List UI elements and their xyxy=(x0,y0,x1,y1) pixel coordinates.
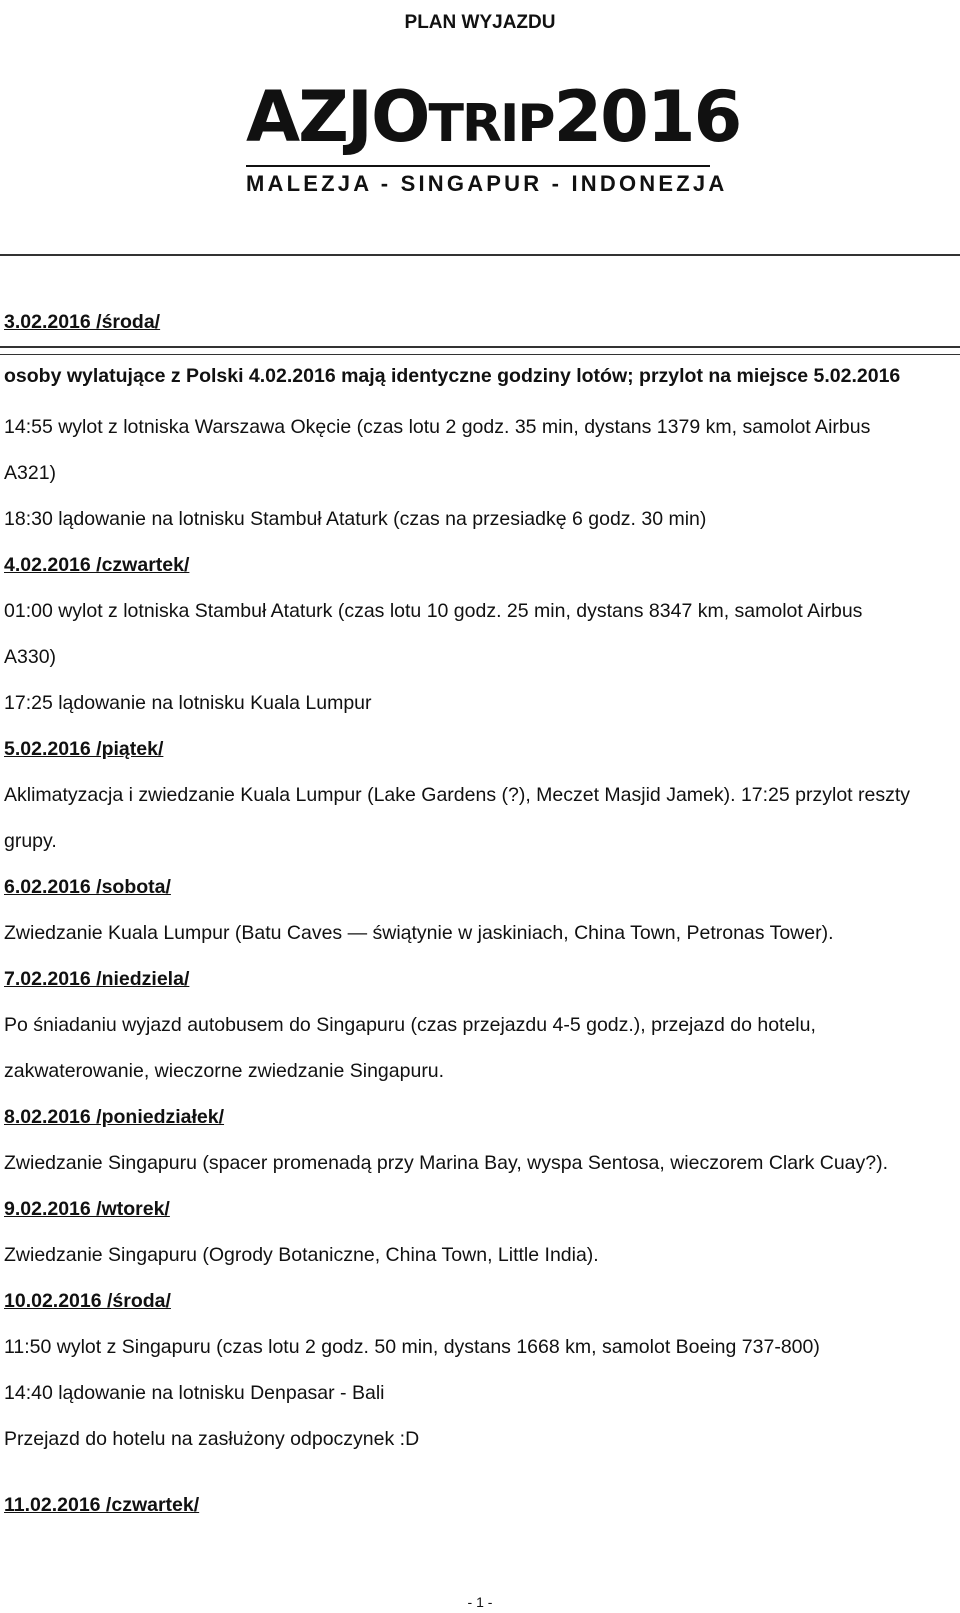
logo-divider xyxy=(246,165,710,167)
day-line: Przejazd do hotelu na zasłużony odpoczynek :D xyxy=(4,1428,420,1450)
day-line: A321) xyxy=(4,462,57,484)
day-line: 18:30 lądowanie na lotnisku Stambuł Ataturk (czas na przesiadkę 6 godz. 30 min) xyxy=(4,508,707,530)
section-divider xyxy=(0,346,960,355)
day-date: 9.02.2016 /wtorek/ xyxy=(4,1198,170,1220)
logo-title-part-azjo: AZJO xyxy=(246,76,429,158)
day-date: 7.02.2016 /niedziela/ xyxy=(4,968,190,990)
day-line: 01:00 wylot z lotniska Stambuł Ataturk (czas lotu 10 godz. 25 min, dystans 8347 km, samolot Airbus xyxy=(4,600,863,622)
logo-title xyxy=(246,76,741,163)
day-line: 14:40 lądowanie na lotnisku Denpasar - Bali xyxy=(4,1382,385,1404)
day-date: 11.02.2016 /czwartek/ xyxy=(4,1494,200,1516)
day-date: 3.02.2016 /środa/ xyxy=(4,311,161,333)
header-divider xyxy=(0,254,960,256)
day-date: 8.02.2016 /poniedziałek/ xyxy=(4,1106,225,1128)
logo-title-part-year: 2016 xyxy=(553,76,741,158)
day-line: 11:50 wylot z Singapuru (czas lotu 2 godz. 50 min, dystans 1668 km, samolot Boeing 737-800) xyxy=(4,1336,820,1358)
day-line: Zwiedzanie Kuala Lumpur (Batu Caves — świątynie w jaskiniach, China Town, Petronas Tower). xyxy=(4,922,834,944)
day-line: zakwaterowanie, wieczorne zwiedzanie Singapuru. xyxy=(4,1060,445,1082)
day-date: 10.02.2016 /środa/ xyxy=(4,1290,171,1312)
plan-label: PLAN WYJAZDU xyxy=(404,12,556,33)
day-line: grupy. xyxy=(4,830,57,852)
page-number: - 1 - xyxy=(467,1594,493,1610)
day-line: A330) xyxy=(4,646,57,668)
day-line: 14:55 wylot z lotniska Warszawa Okęcie (czas lotu 2 godz. 35 min, dystans 1379 km, samolot Airbus xyxy=(4,416,871,438)
logo-subtitle: MALEZJA - SINGAPUR - INDONEZJA xyxy=(246,171,728,196)
day-line: Zwiedzanie Singapuru (spacer promenadą przy Marina Bay, wyspa Sentosa, wieczorem Clark Cuay?). xyxy=(4,1152,889,1174)
day-line: Po śniadaniu wyjazd autobusem do Singapuru (czas przejazdu 4-5 godz.), przejazd do hotelu, xyxy=(4,1014,816,1036)
day-line: Aklimatyzacja i zwiedzanie Kuala Lumpur (Lake Gardens (?), Meczet Masjid Jamek). 17:25 przylot reszty xyxy=(4,784,911,806)
day-line: Zwiedzanie Singapuru (Ogrody Botaniczne, China Town, Little India). xyxy=(4,1244,599,1266)
day-date: 4.02.2016 /czwartek/ xyxy=(4,554,190,576)
day-date: 6.02.2016 /sobota/ xyxy=(4,876,171,898)
day-note: osoby wylatujące z Polski 4.02.2016 mają identyczne godziny lotów; przylot na miejsce 5.02.2016 xyxy=(4,365,901,387)
logo-title-part-trip: TRIP xyxy=(428,94,554,154)
day-line: 17:25 lądowanie na lotnisku Kuala Lumpur xyxy=(4,692,372,714)
day-date: 5.02.2016 /piątek/ xyxy=(4,738,164,760)
trip-logo xyxy=(246,76,741,197)
